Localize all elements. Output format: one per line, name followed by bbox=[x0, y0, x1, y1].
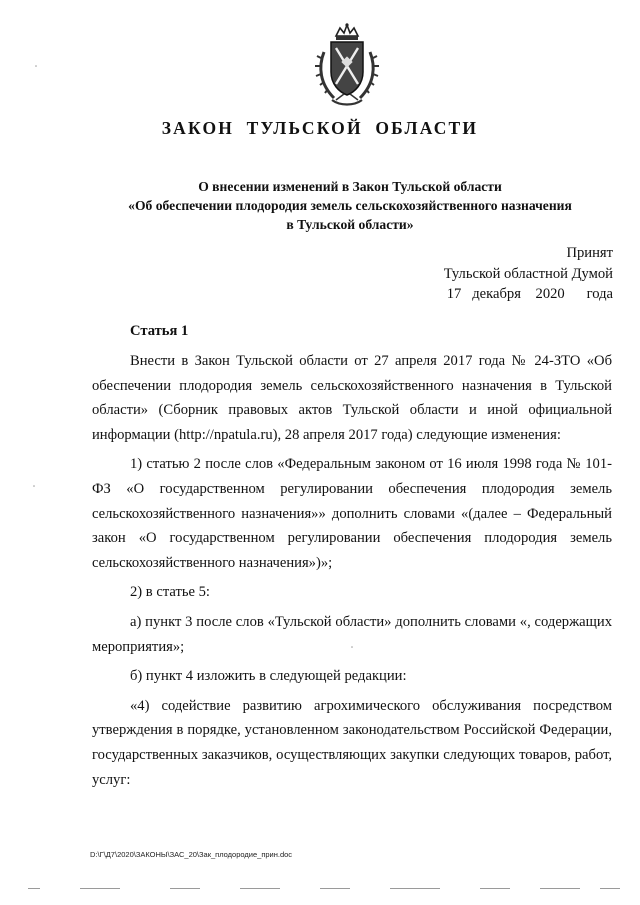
file-path-footer: D:\Г\Д7\2020\ЗАКОНЫ\ЗАС_20\Зак_плодородие_прин.doc bbox=[90, 850, 293, 859]
adopted-label: Принят bbox=[566, 245, 613, 261]
subtitle-line: «Об обеспечении плодородия земель сельскохозяйственного назначения bbox=[128, 198, 572, 213]
paragraph: б) пункт 4 изложить в следующей редакции: bbox=[130, 668, 407, 685]
article-heading: Статья 1 bbox=[130, 323, 189, 339]
law-title: ЗАКОН ТУЛЬСКОЙ ОБЛАСТИ bbox=[161, 118, 479, 138]
subtitle-line: О внесении изменений в Закон Тульской области bbox=[198, 179, 502, 194]
adoption-year-word: года bbox=[586, 286, 613, 302]
adopted-by: Тульской областной Думой bbox=[443, 265, 613, 282]
paragraph: 2) в статье 5: bbox=[130, 584, 210, 601]
paragraph: «4) содействие развитию агрохимического обслуживания посредством утверждения в порядке, установленном законодательством Российской Федерации, государственных заказчиков, осуществляющих закупки следующих товаров, работ, услуг: bbox=[92, 697, 612, 788]
paragraph: 1) статью 2 после слов «Федеральным законом от 16 июля 1998 года № 101-ФЗ «О государственном регулировании обеспечения плодородия земель сельскохозяйственного назначения»» дополнить словами «(далее – Федеральный закон «О государственном регулировании обеспечения плодородия земель сельскохозяйственного назначения»)»; bbox=[92, 456, 612, 571]
subtitle-line: в Тульской области» bbox=[286, 217, 414, 232]
adoption-day: 17 bbox=[446, 286, 462, 302]
adoption-year: 2020 bbox=[535, 286, 565, 302]
adoption-month: декабря bbox=[472, 286, 521, 302]
paragraph: а) пункт 3 после слов «Тульской области» дополнить словами «, содержащих мероприятия»; bbox=[92, 613, 612, 655]
paragraph: Внести в Закон Тульской области от 27 апреля 2017 года № 24-ЗТО «Об обеспечении плодородия земель сельскохозяйственного назначения в Тульской области» (Сборник правовых актов Тульской области и иной официальной информации (http://npatula.ru), 28 апреля 2017 года) следующие изменения: bbox=[92, 353, 612, 443]
